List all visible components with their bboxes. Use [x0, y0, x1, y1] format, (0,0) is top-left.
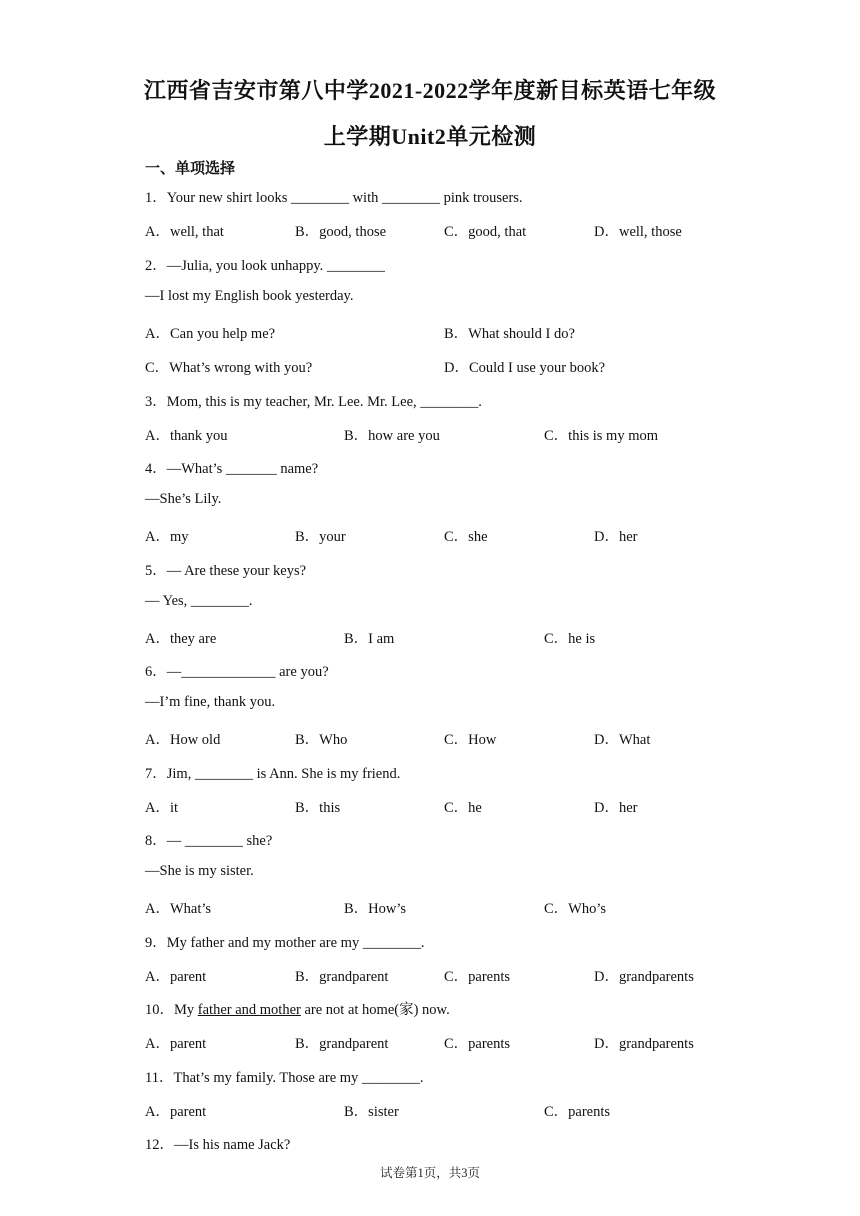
question-2-option-b: B．What should I do? [444, 326, 575, 342]
question-2-response: —I lost my English book yesterday. [145, 288, 354, 304]
question-6-option-d: D．What [594, 732, 651, 748]
question-6-stem: 6．—_____________ are you? [145, 664, 329, 680]
question-11-option-c: C．parents [544, 1104, 611, 1120]
question-8-response: —She is my sister. [145, 863, 254, 879]
question-4-response: —She’s Lily. [145, 491, 222, 507]
question-7-option-b: B．this [295, 800, 341, 816]
question-9-option-a: A．parent [145, 969, 207, 985]
question-5-option-c: C．he is [544, 631, 596, 647]
question-6-option-c: C．How [444, 732, 497, 748]
question-5-stem: 5．— Are these your keys? [145, 563, 307, 579]
question-9-option-d: D．grandparents [594, 969, 694, 985]
question-8-option-c: C．Who’s [544, 901, 607, 917]
question-6-option-b: B．Who [295, 732, 348, 748]
question-6-option-a: A．How old [145, 732, 221, 748]
question-8-stem: 8．— ________ she? [145, 833, 273, 849]
question-1-option-b: B．good, those [295, 224, 387, 240]
question-10-stem [145, 998, 450, 1019]
question-4-option-c: C．she [444, 529, 488, 545]
page-title-line-1: 江西省吉安市第八中学2021-2022学年度新目标英语七年级 [143, 78, 717, 103]
question-1-stem: 1．Your new shirt looks ________ with ________ pink trousers. [145, 190, 523, 206]
question-7-option-d: D．her [594, 800, 638, 816]
question-2-option-a: A．Can you help me? [145, 326, 276, 342]
question-8-option-a: A．What’s [145, 901, 212, 917]
question-5-option-b: B．I am [344, 631, 395, 647]
question-3-stem: 3．Mom, this is my teacher, Mr. Lee. Mr. Lee, ________. [145, 394, 482, 410]
question-10-option-c: C．parents [444, 1036, 511, 1052]
question-11-option-a: A．parent [145, 1104, 207, 1120]
question-4-option-d: D．her [594, 529, 638, 545]
question-2-stem: 2．—Julia, you look unhappy. ________ [145, 258, 385, 274]
question-9-option-c: C．parents [444, 969, 511, 985]
question-5-response: — Yes, ________. [145, 593, 253, 609]
question-4-option-b: B．your [295, 529, 346, 545]
section-heading: 一、单项选择 [145, 161, 236, 177]
question-1-option-a: A．well, that [145, 224, 224, 240]
question-7-option-a: A．it [145, 800, 179, 816]
question-4-stem: 4．—What’s _______ name? [145, 461, 319, 477]
question-7-stem: 7．Jim, ________ is Ann. She is my friend. [145, 766, 401, 782]
question-9-option-b: B．grandparent [295, 969, 389, 985]
question-1-option-d: D．well, those [594, 224, 682, 240]
question-12-stem: 12．—Is his name Jack? [145, 1137, 291, 1153]
question-10-suffix: are not at home(家) now. [300, 1002, 450, 1018]
question-5-option-a: A．they are [145, 631, 217, 647]
question-2-option-d: D．Could I use your book? [444, 360, 606, 376]
question-3-option-b: B．how are you [344, 428, 440, 444]
question-1-option-c: C．good, that [444, 224, 527, 240]
question-11-stem: 11．That’s my family. Those are my ________. [145, 1070, 424, 1086]
page-footer: 试卷第1页，共3页 [379, 1166, 480, 1180]
page-title-line-2: 上学期Unit2单元检测 [323, 124, 537, 149]
question-6-response: —I’m fine, thank you. [145, 694, 276, 710]
question-10-prefix: 10．My [145, 1002, 198, 1018]
question-2-option-c: C．What’s wrong with you? [145, 360, 313, 376]
question-3-option-c: C．this is my mom [544, 428, 659, 444]
question-11-option-b: B．sister [344, 1104, 399, 1120]
question-7-option-c: C．he [444, 800, 482, 816]
question-10-option-d: D．grandparents [594, 1036, 694, 1052]
question-10-option-b: B．grandparent [295, 1036, 389, 1052]
question-8-option-b: B．How’s [344, 901, 407, 917]
question-3-option-a: A．thank you [145, 428, 228, 444]
question-4-option-a: A．my [145, 529, 189, 545]
question-9-stem: 9．My father and my mother are my ________. [145, 935, 425, 951]
question-10-underlined-phrase: father and mother [197, 1002, 301, 1018]
question-10-option-a: A．parent [145, 1036, 207, 1052]
